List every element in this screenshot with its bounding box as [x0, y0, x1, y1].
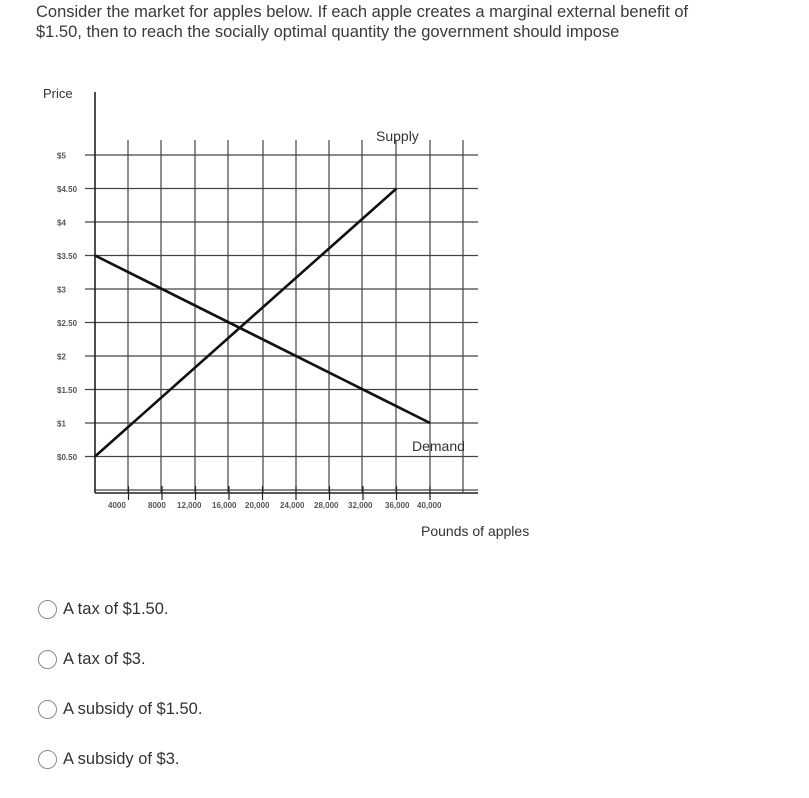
radio-button[interactable]	[38, 750, 57, 769]
option-subsidy-3[interactable]	[38, 750, 180, 769]
y-tick-label: $4	[57, 218, 66, 228]
x-tick-label: 24,000	[280, 501, 305, 510]
radio-button[interactable]	[38, 700, 57, 719]
option-label: A tax of $1.50.	[63, 600, 169, 618]
y-tick-label: $1.50	[57, 386, 78, 395]
x-tick-label: 20,000	[245, 501, 270, 510]
x-tick-label: 32,000	[348, 501, 373, 510]
x-tick-label: 16,000	[212, 501, 237, 510]
question-text: Consider the market for apples below. If each apple creates a marginal external benefit of $1.50, then to reach the socially optimal quantity the government should impose	[36, 3, 689, 41]
y-tick-label: $3	[57, 285, 66, 295]
y-tick-label: $1	[57, 419, 66, 429]
y-tick-label: $5	[57, 151, 66, 161]
x-tick-label: 40,000	[417, 501, 442, 510]
x-tick-label: 12,000	[177, 501, 202, 510]
option-subsidy-1-50[interactable]	[38, 700, 202, 719]
option-tax-1-50[interactable]	[38, 600, 169, 619]
y-axis-title: Price	[43, 86, 73, 101]
x-tick-label: 4000	[108, 501, 126, 510]
y-tick-label: $2.50	[57, 319, 78, 328]
y-tick-label: $0.50	[57, 453, 78, 462]
x-axis-title: Pounds of apples	[421, 523, 530, 539]
supply-label: Supply	[376, 128, 419, 144]
option-label: A tax of $3.	[63, 650, 146, 668]
option-tax-3[interactable]	[38, 650, 146, 669]
x-tick-label: 28,000	[314, 501, 339, 510]
y-tick-label: $3.50	[57, 252, 78, 261]
radio-button[interactable]	[38, 600, 57, 619]
x-tick-label: 8000	[148, 501, 166, 510]
option-label: A subsidy of $3.	[63, 750, 180, 768]
x-tick-label: 36,000	[385, 501, 410, 510]
demand-label: Demand	[412, 438, 465, 454]
radio-button[interactable]	[38, 650, 57, 669]
y-tick-label: $4.50	[57, 185, 78, 194]
demand-curve	[95, 256, 430, 424]
option-label: A subsidy of $1.50.	[63, 700, 203, 718]
y-tick-label: $2	[57, 352, 66, 362]
supply-curve	[95, 189, 397, 457]
